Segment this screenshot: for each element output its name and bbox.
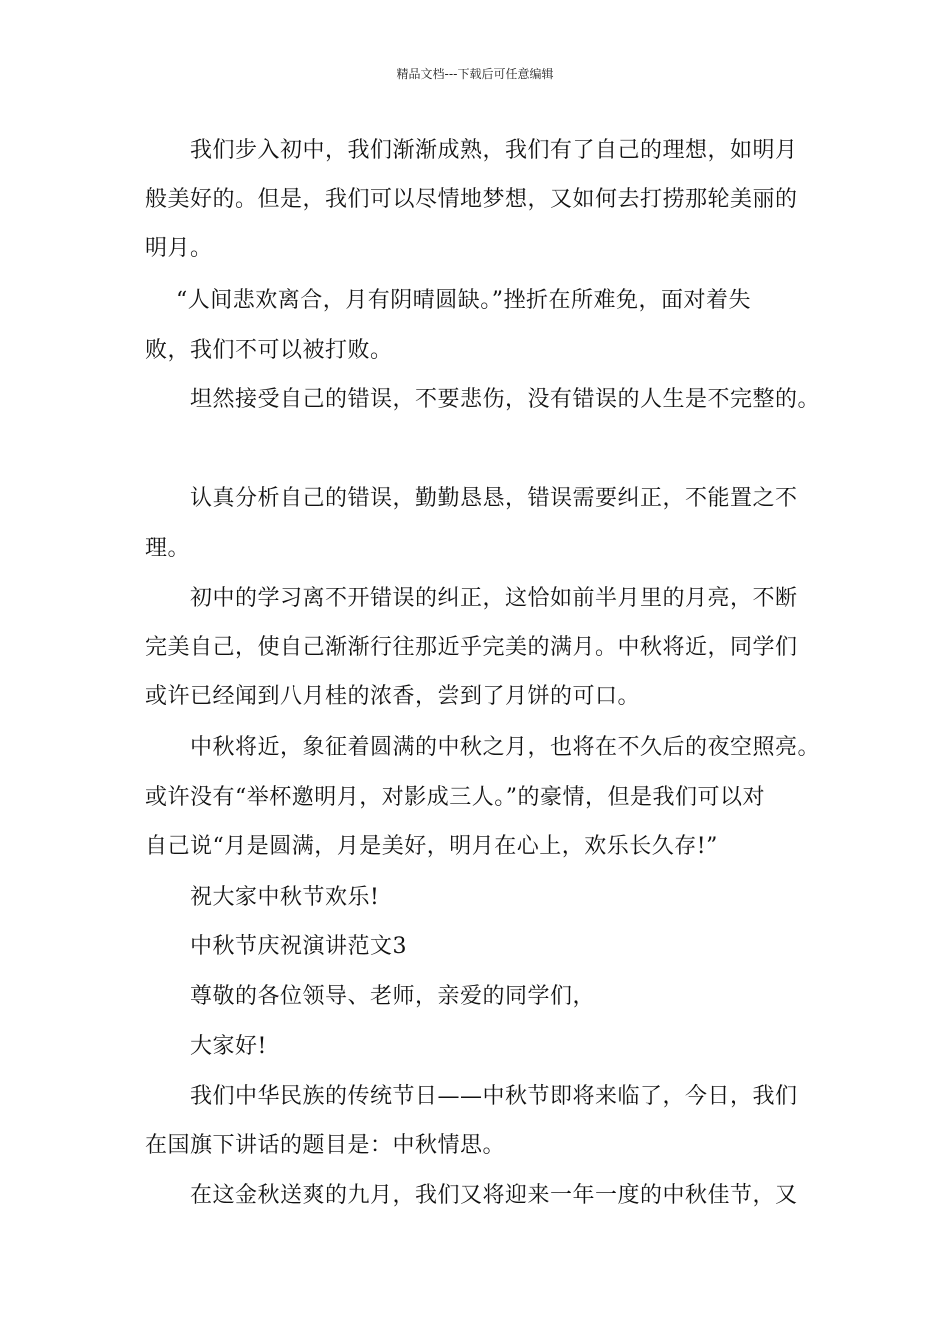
paragraph-line: 般美好的。但是，我们可以尽情地梦想，又如何去打捞那轮美丽的 [145, 187, 798, 212]
paragraph-line: 或许没有“举杯邀明月，对影成三人。”的豪情，但是我们可以对 [145, 785, 765, 810]
paragraph-line: 大家好! [190, 1034, 267, 1059]
paragraph-line: 我们中华民族的传统节日——中秋节即将来临了，今日，我们 [190, 1084, 798, 1109]
paragraph-line: 尊敬的各位领导、老师，亲爱的同学们， [190, 984, 596, 1009]
paragraph-line: 认真分析自己的错误，勤勤恳恳，错误需要纠正，不能置之不 [190, 486, 798, 511]
paragraph-line: 中秋将近，象征着圆满的中秋之月，也将在不久后的夜空照亮。 [190, 735, 821, 760]
paragraph-line: 败，我们不可以被打败。 [145, 338, 393, 363]
paragraph-line: 明月。 [145, 236, 213, 261]
paragraph-line: 我们步入初中，我们渐渐成熟，我们有了自己的理想，如明月 [190, 138, 798, 163]
paragraph-line: 坦然接受自己的错误，不要悲伤，没有错误的人生是不完整的。 [190, 387, 821, 412]
paragraph-line: 自己说“月是圆满，月是美好，明月在心上，欢乐长久存!” [145, 834, 718, 859]
paragraph-line: 完美自己，使自己渐渐行往那近乎完美的满月。中秋将近，同学们 [145, 635, 798, 660]
paragraph-line: “人间悲欢离合，月有阴晴圆缺。”挫折在所难免，面对着失 [176, 288, 751, 313]
paragraph-line: 在这金秋送爽的九月，我们又将迎来一年一度的中秋佳节，又 [190, 1183, 798, 1208]
paragraph-line: 或许已经闻到八月桂的浓香，尝到了月饼的可口。 [145, 684, 641, 709]
section-heading: 中秋节庆祝演讲范文3 [190, 934, 407, 959]
paragraph-line: 祝大家中秋节欢乐! [190, 885, 380, 910]
paragraph-line: 理。 [145, 536, 191, 561]
paragraph-line: 初中的学习离不开错误的纠正，这恰如前半月里的月亮，不断 [190, 586, 798, 611]
paragraph-line: 在国旗下讲话的题目是：中秋情思。 [145, 1133, 506, 1158]
page-header: 精品文档---下载后可任意编辑 [396, 67, 554, 81]
